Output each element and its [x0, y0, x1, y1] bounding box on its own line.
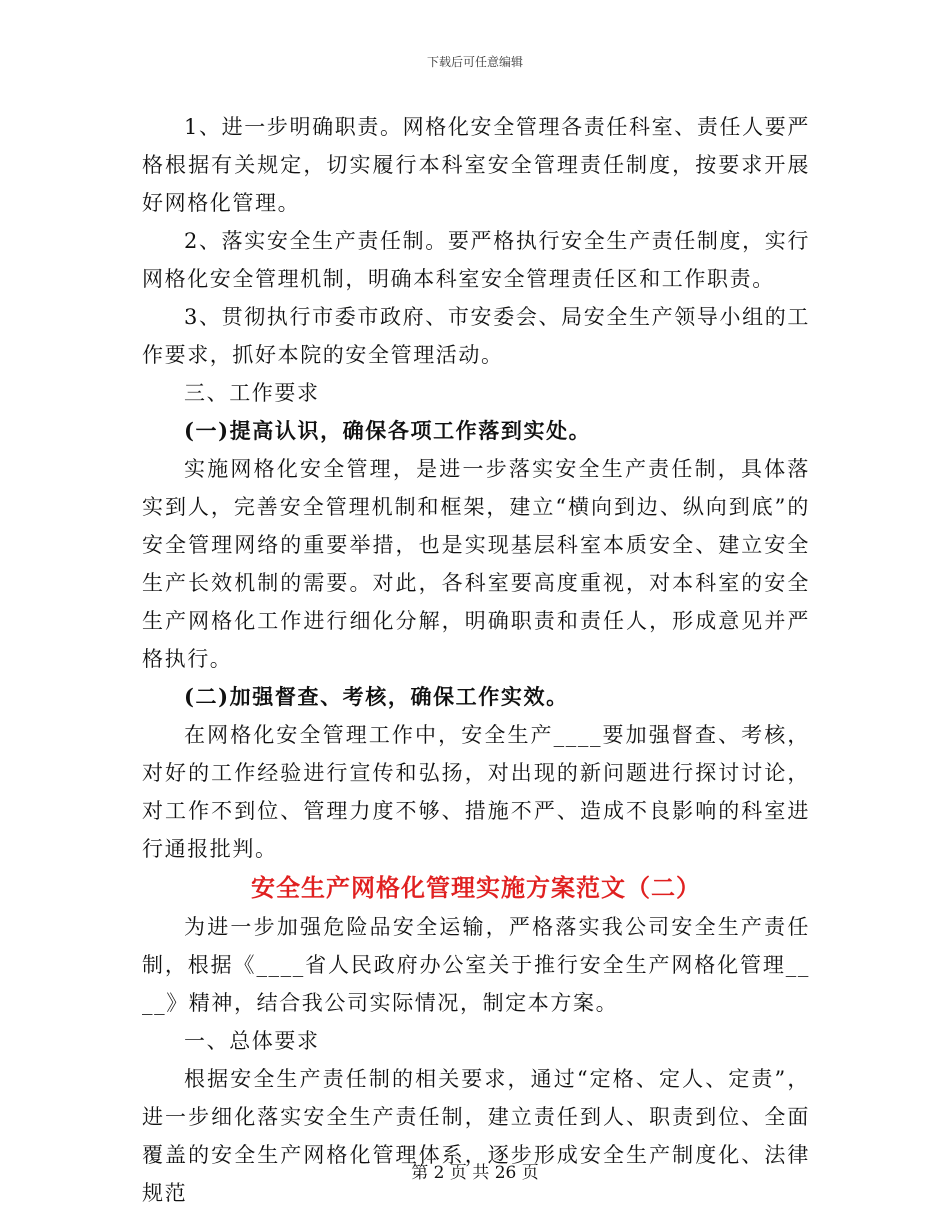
- paragraph-duty: 1、进一步明确职责。网格化安全管理各责任科室、责任人要严格根据有关规定，切实履行本科室安全管理责任制度，按要求开展好网格化管理。: [142, 115, 810, 215]
- heading-work-requirements: 三、工作要求: [184, 381, 320, 405]
- paragraph-responsibility-system: 2、落实安全生产责任制。要严格执行安全生产责任制度，实行网格化安全管理机制，明确本科室安全管理责任区和工作职责。: [142, 229, 810, 291]
- paragraph-grid-management: 实施网格化安全管理，是进一步落实安全生产责任制，具体落实到人，完善安全管理机制和框架，建立“横向到边、纵向到底”的安全管理网络的重要举措，也是实现基层科室本质安全、建立安全生产长效机制的需要。对此，各科室要高度重视，对本科室的安全生产网格化工作进行细化分解，明确职责和责任人，形成意见并严格执行。: [142, 457, 810, 671]
- header-note: 下载后可任意编辑: [426, 55, 523, 69]
- subheading-raise-awareness: (一)提高认识，确保各项工作落到实处。: [184, 418, 592, 443]
- heading-overall-requirements: 一、总体要求: [184, 1029, 320, 1053]
- paragraph-implement-requirements: 3、贯彻执行市委市政府、市安委会、局安全生产领导小组的工作要求，抓好本院的安全管理活动。: [142, 305, 810, 367]
- paragraph-intro: 为进一步加强危险品安全运输，严格落实我公司安全生产责任制，根据《____省人民政府办公室关于推行安全生产网格化管理____》精神，结合我公司实际情况，制定本方案。: [142, 915, 810, 1015]
- paragraph-supervision: 在网格化安全管理工作中，安全生产____要加强督查、考核，对好的工作经验进行宣传和弘扬，对出现的新问题进行探讨讨论，对工作不到位、管理力度不够、措施不严、造成不良影响的科室进行通报批判。: [142, 723, 810, 861]
- paragraph-overall: 根据安全生产责任制的相关要求，通过“定格、定人、定责”，进一步细化落实安全生产责任制，建立责任到人、职责到位、全面覆盖的安全生产网格化管理体系，逐步形成安全生产制度化、法律规范: [142, 1067, 810, 1205]
- document-body: [142, 108, 810, 1212]
- section-title: 安全生产网格化管理实施方案范文（二）: [251, 873, 701, 902]
- page-number: 第 2 页 共 26 页: [411, 1163, 539, 1183]
- subheading-strengthen-supervision: (二)加强督查、考核，确保工作实效。: [184, 684, 569, 709]
